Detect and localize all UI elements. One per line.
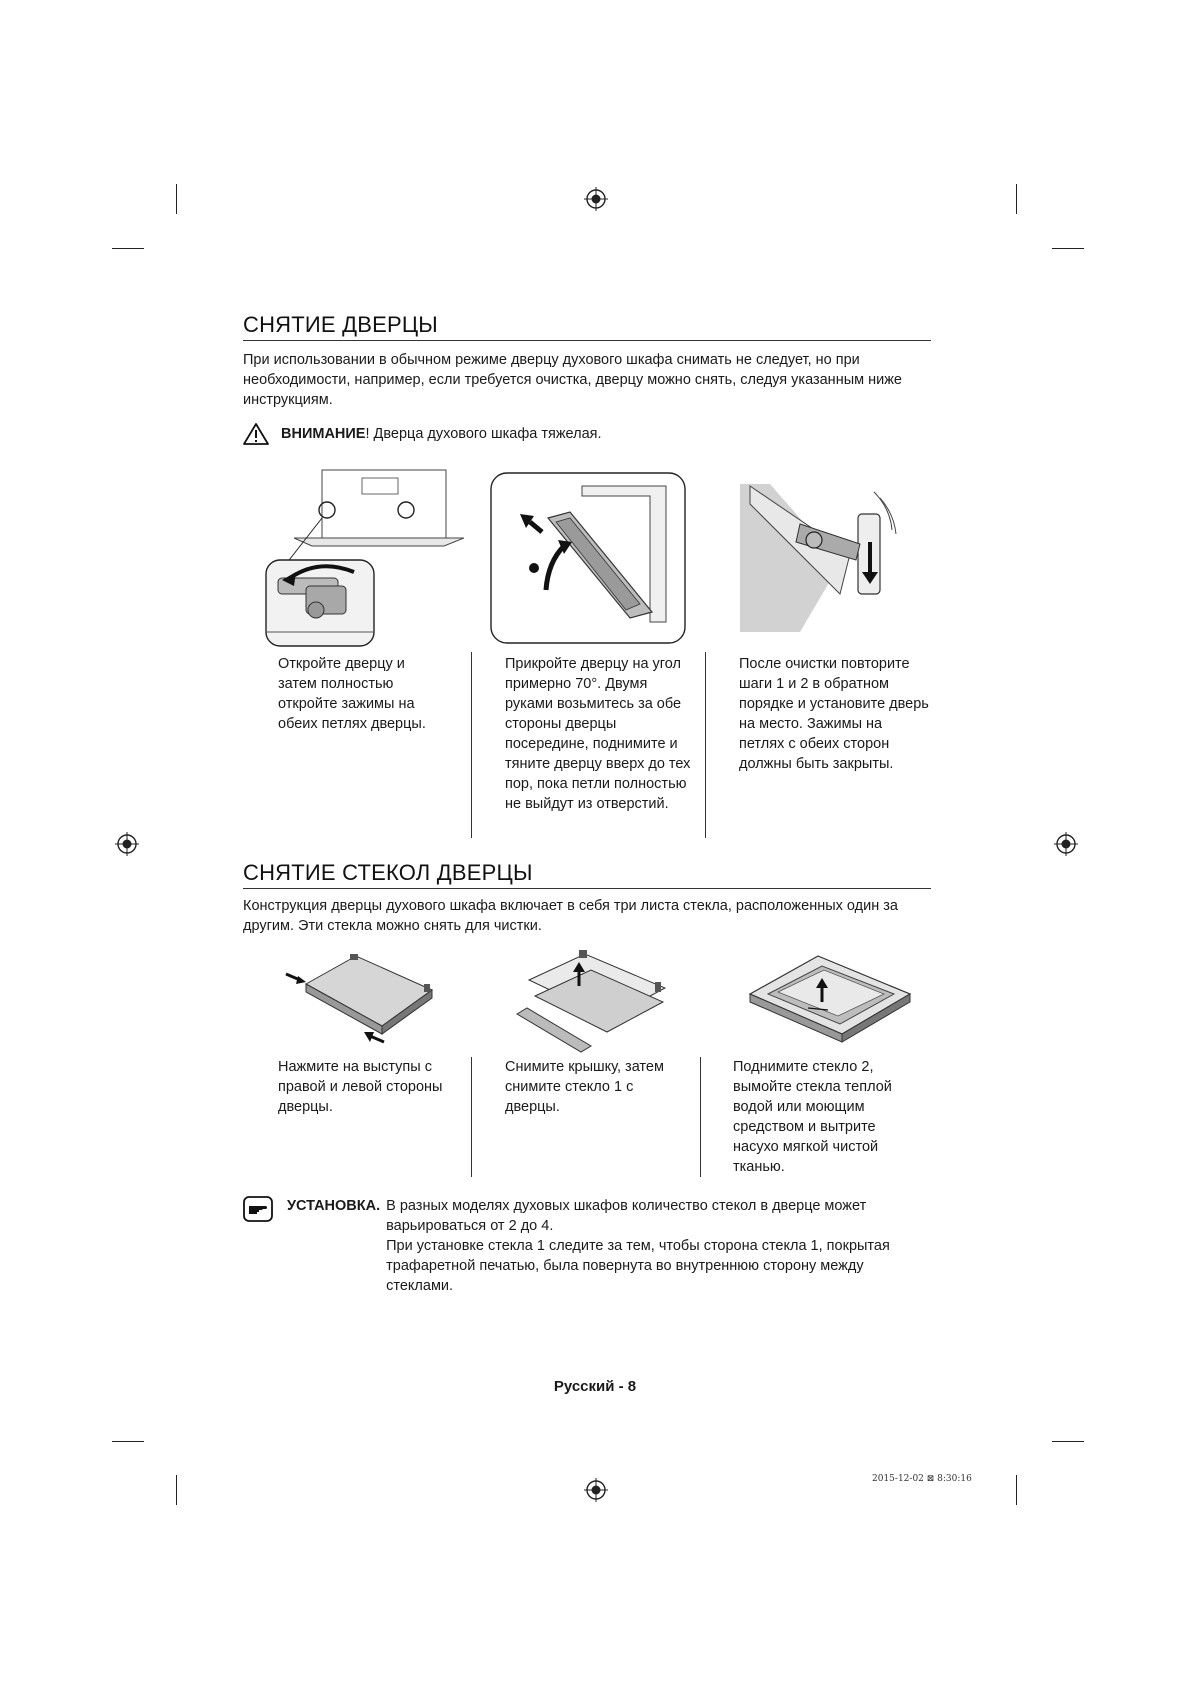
note-text — [386, 1196, 916, 1296]
print-timestamp: 2015-12-02 ⊠ 8:30:16 — [872, 1474, 972, 1484]
registration-mark-icon — [584, 1478, 608, 1502]
glass-step2-caption: Снимите крышку, затем снимите стекло 1 с дверцы. — [505, 1059, 664, 1115]
glass-step1-caption: Нажмите на выступы с правой и левой стороны дверцы. — [278, 1059, 443, 1115]
crop-mark — [1016, 1475, 1017, 1505]
crop-mark — [112, 1441, 144, 1442]
installation-note — [243, 1196, 916, 1296]
section-title-glass-removal: СНЯТИЕ СТЕКОЛ ДВЕРЦЫ — [243, 860, 533, 885]
door-lift-illustration — [490, 472, 686, 644]
lift-glass-illustration — [748, 950, 912, 1046]
note-label: УСТАНОВКА. — [287, 1198, 381, 1214]
press-tabs-illustration — [284, 954, 440, 1048]
hinge-reinstall-illustration — [740, 484, 904, 632]
section-divider — [243, 888, 931, 889]
crop-mark — [1016, 184, 1017, 214]
note-line-2: При установке стекла 1 следите за тем, чтобы сторона стекла 1, покрытая трафаретной печатью, была повернута во внутреннюю сторону между стеклами. — [386, 1238, 890, 1294]
warning-block — [243, 423, 602, 445]
pointing-hand-icon — [243, 1196, 273, 1222]
crop-mark — [1052, 1441, 1084, 1442]
registration-mark-icon — [115, 832, 139, 856]
column-divider — [705, 652, 706, 838]
step3-caption: После очистки повторите шаги 1 и 2 в обратном порядке и установите дверь на место. Зажимы на петлях с обеих сторон должны быть закрыты. — [739, 656, 929, 772]
glass-step3-caption: Поднимите стекло 2, вымойте стекла теплой водой или моющим средством и вытрите насухо мягкой чистой тканью. — [733, 1059, 892, 1175]
column-divider — [471, 652, 472, 838]
registration-mark-icon — [584, 187, 608, 211]
crop-mark — [176, 1475, 177, 1505]
section-title-door-removal: СНЯТИЕ ДВЕРЦЫ — [243, 312, 438, 337]
remove-cover-illustration — [515, 950, 675, 1054]
section-intro: Конструкция дверцы духового шкафа включает в себя три листа стекла, расположенных один за другим. Эти стекла можно снять для чистки. — [243, 898, 898, 934]
warning-text: ! Дверца духового шкафа тяжелая. — [365, 426, 602, 442]
hinge-clamp-illustration — [264, 468, 464, 648]
column-divider — [700, 1057, 701, 1177]
crop-mark — [112, 248, 144, 249]
registration-mark-icon — [1054, 832, 1078, 856]
crop-mark — [1052, 248, 1084, 249]
step2-caption: Прикройте дверцу на угол примерно 70°. Двумя руками возьмитесь за обе стороны дверцы посередине, поднимите и тяните дверцу вверх до тех пор, пока петли полностью не выйдут из отверстий. — [505, 656, 691, 812]
section-intro: При использовании в обычном режиме дверцу духового шкафа снимать не следует, но при необходимости, например, если требуется очистка, дверцу можно снять, следуя указанным ниже инструкциям. — [243, 352, 902, 408]
section-divider — [243, 340, 931, 341]
page-number: Русский - 8 — [553, 1378, 637, 1395]
warning-label: ВНИМАНИЕ — [281, 426, 366, 442]
column-divider — [471, 1057, 472, 1177]
crop-mark — [176, 184, 177, 214]
warning-triangle-icon — [243, 423, 269, 445]
note-line-1: В разных моделях духовых шкафов количество стекол в дверце может варьироваться от 2 до 4. — [386, 1198, 867, 1234]
step1-caption: Откройте дверцу и затем полностью откройте зажимы на обеих петлях дверцы. — [278, 656, 426, 732]
